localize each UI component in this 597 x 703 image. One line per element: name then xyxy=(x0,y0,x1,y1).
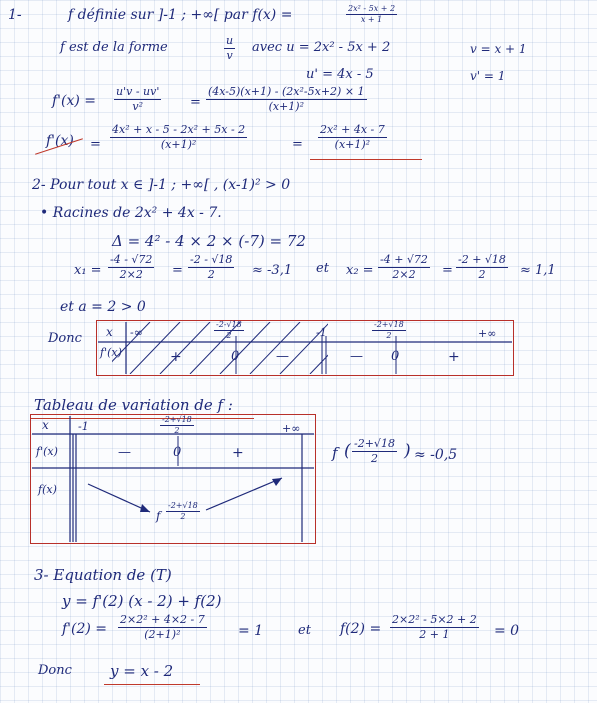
et-word: et xyxy=(316,261,329,276)
x1-fraction: $\frac{-4 - √72}{2\times 2}$ xyxy=(110,253,153,281)
fprime-simplify: $\frac{\text{4x² + x - 5 - 2x² + 5x - 2}}{\text{(x+1)²}}$ xyxy=(112,123,246,151)
part1-number: 1- xyxy=(8,7,22,23)
sign-zero-2: 0 xyxy=(391,349,400,364)
fprime2-value: = 1 xyxy=(238,623,264,639)
donc-word: Donc xyxy=(48,331,82,346)
side-approx: ≈ -0,5 xyxy=(414,447,458,463)
sign-zero-1: 0 xyxy=(231,349,240,364)
sign-fprime-label: f'(x) xyxy=(100,346,122,359)
x2-simplified: $\frac{-2 + √18}{2}$ xyxy=(458,253,506,281)
fprime-expanded: $\frac{\text{(4x-5)(x+1) - (2x²-5x+2) × 1}}{\text{(x+1)²}}$ xyxy=(208,85,365,113)
side-paren-open: ( xyxy=(344,441,351,461)
var-root: $\frac{-2+√18}{2}$ xyxy=(162,415,192,436)
part1-definition: f définie sur ]-1 ; +∞[ par f(x) = xyxy=(68,7,293,23)
a-positive: et a = 2 > 0 xyxy=(60,299,146,315)
equals-sign: = xyxy=(90,137,101,152)
side-paren-close: ) xyxy=(404,441,411,461)
tangent-equation: y = f'(2) (x - 2) + f(2) xyxy=(62,592,222,610)
x1-approx: ≈ -3,1 xyxy=(252,263,293,278)
u-prime: u' = 4x - 5 xyxy=(306,67,374,82)
var-plus: + xyxy=(232,445,244,461)
equals-sign: = xyxy=(442,263,453,278)
part2-roots-title: • Racines de 2x² + 4x - 7. xyxy=(40,205,222,221)
sign-minus-1: — xyxy=(276,349,289,364)
x1-simplified: $\frac{-2 - √18}{2}$ xyxy=(190,253,233,281)
fprime-quotient-rule: $\frac{u'v - uv'}{\text{v²}}$ xyxy=(116,85,160,113)
x2-approx: ≈ 1,1 xyxy=(520,263,556,278)
f2-label: f(2) = xyxy=(340,621,382,637)
equals-sign: = xyxy=(172,263,183,278)
sign-plus-inf: +∞ xyxy=(478,327,497,340)
fprime-label-1: f'(x) = xyxy=(52,93,97,109)
side-fraction: $\frac{-2+√18}{2}$ xyxy=(354,437,395,465)
answer-underline xyxy=(104,684,200,685)
f2-value: = 0 xyxy=(494,623,520,639)
part3-donc: Donc xyxy=(38,663,72,678)
sign-minus-one: -1 xyxy=(316,326,327,339)
sign-x-label: x xyxy=(106,325,113,339)
u-definition: avec u = 2x² - 5x + 2 xyxy=(252,40,391,55)
fprime-label-2: f'(x) xyxy=(46,133,74,149)
v-definition: v = x + 1 xyxy=(470,42,527,56)
var-min-value: $\frac{-2+√18}{2}$ xyxy=(168,501,198,522)
var-minus-one: -1 xyxy=(78,420,89,433)
sign-root1: $\frac{-2-√18}{2}$ xyxy=(216,320,242,341)
var-min-f: f xyxy=(156,509,161,523)
sign-root2: $\frac{-2+√18}{2}$ xyxy=(374,320,404,341)
var-minus: — xyxy=(118,445,131,460)
sign-minus-inf: -∞ xyxy=(130,326,143,339)
sign-minus-2: — xyxy=(350,349,363,364)
fx-fraction: $\frac{\text{2x² - 5x + 2}}{x + 1}$ xyxy=(348,4,396,25)
var-plus-inf: +∞ xyxy=(282,422,301,435)
side-f: f xyxy=(332,444,338,462)
part3-title: 3- Equation de (T) xyxy=(34,566,172,584)
x1-label: x₁ = xyxy=(74,263,102,278)
sign-plus-2: + xyxy=(448,349,460,365)
var-f-label: f(x) xyxy=(38,483,57,496)
var-x-label: x xyxy=(42,418,49,432)
fprime2-fraction: $\frac{\text{2×2² + 4×2 - 7}}{\text{(2+1)²}}$ xyxy=(120,613,205,641)
x2-fraction: $\frac{-4 + √72}{2\times 2}$ xyxy=(380,253,428,281)
fprime-result: $\frac{\text{2x² + 4x - 7}}{\text{(x+1)²}}$ xyxy=(320,123,385,151)
sign-plus-1: + xyxy=(170,349,182,365)
equals-sign: = xyxy=(190,95,201,110)
part2-header: 2- Pour tout x ∈ ]-1 ; +∞[ , (x-1)² > 0 xyxy=(32,177,291,193)
equals-sign: = xyxy=(292,137,303,152)
uv-fraction: $\frac{u}{v}$ xyxy=(226,34,234,62)
var-zero: 0 xyxy=(173,445,182,460)
delta-computation: Δ = 4² - 4 × 2 × (-7) = 72 xyxy=(112,232,306,250)
part1-form-text: f est de la forme xyxy=(60,40,168,55)
variation-title: Tableau de variation de f : xyxy=(34,396,233,414)
final-answer: y = x - 2 xyxy=(110,662,174,680)
fprime2-label: f'(2) = xyxy=(62,621,108,637)
v-prime: v' = 1 xyxy=(470,69,506,83)
x2-label: x₂ = xyxy=(346,263,374,278)
var-fprime-label: f'(x) xyxy=(36,445,58,458)
f2-fraction: $\frac{\text{2×2² - 5×2 + 2}}{2 + 1}$ xyxy=(392,613,477,641)
part3-et: et xyxy=(298,623,311,638)
